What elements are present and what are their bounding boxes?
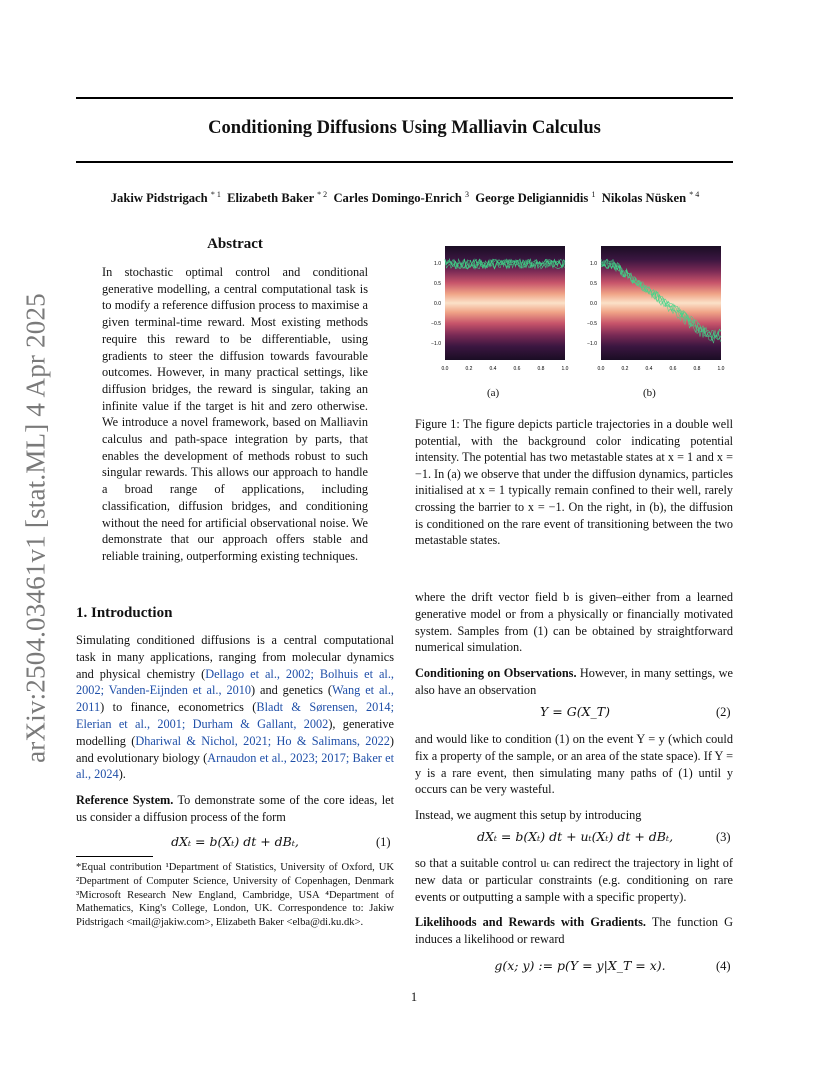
x-tick-label: 0.2 — [465, 366, 473, 372]
x-tick-label: 0.0 — [597, 366, 605, 372]
x-tick-label: 1.0 — [717, 366, 725, 372]
figure-1 — [415, 240, 733, 380]
subfigure-label-a: (a) — [487, 387, 500, 399]
x-tick-label: 0.2 — [621, 366, 629, 372]
equation-number: (1) — [376, 835, 391, 849]
right-column-text-2 — [415, 731, 733, 824]
equation-3: dXₜ = b(Xₜ) dt + uₜ(Xₜ) dt + dBₜ, — [476, 829, 674, 844]
subfigure-label-b: (b) — [643, 387, 656, 399]
x-tick-label: 0.8 — [537, 366, 545, 372]
right-column-text-3 — [415, 855, 733, 948]
x-tick-label: 0.4 — [645, 366, 653, 372]
title-rule — [76, 161, 733, 163]
y-tick-label: −1.0 — [431, 341, 441, 347]
author-list — [60, 190, 750, 206]
equation-number: (4) — [716, 959, 731, 973]
abstract-text: In stochastic optimal control and conditional generative modelling, a central computational task is to modify a reference diffusion process to maximise a given terminal-time reward. Most existing methods require this reward to be differentiable, using gradients to steer the diffusion towards favourable outcomes. However, in many practical settings, like diffusion bridges, the reward is singular, taking an infinite value if the target is hit and zero otherwise. We introduce a novel framework, based on Malliavin calculus and path-space integration by parts, that enables the development of methods robust to such singular rewards. This allows our approach to handle a broad range of applications, including classification, diffusion bridges, and conditioning without the need for artificial observational noise. We demonstrate that our approach offers stable and reliable training, outperforming existing techniques. — [102, 265, 368, 563]
equation-number: (2) — [716, 705, 731, 719]
abstract-heading: Abstract — [207, 236, 263, 252]
paragraph: so that a suitable control uₜ can redirect the trajectory in light of new data or particular constraints (e.g. conditioning on rare events or outputting a sample with a specific property). — [415, 856, 733, 904]
y-tick-label: −1.0 — [587, 341, 597, 347]
y-tick-label: 0.5 — [434, 281, 441, 287]
reference-system-paragraph: Reference System. To demonstrate some of the core ideas, let us consider a diffusion process of the form — [76, 793, 394, 824]
y-tick-label: 0.5 — [590, 281, 597, 287]
y-tick-label: −0.5 — [587, 321, 597, 327]
author: Carles Domingo-Enrich $^3$ — [333, 190, 469, 206]
x-tick-label: 0.0 — [441, 366, 449, 372]
footnote-rule — [76, 856, 153, 857]
paper-title: Conditioning Diffusions Using Malliavin Calculus — [208, 118, 601, 138]
x-tick-label: 0.4 — [489, 366, 497, 372]
equation-2: Y = G(X_T) — [540, 704, 610, 719]
right-column-text — [415, 589, 733, 699]
y-tick-label: 1.0 — [590, 261, 597, 267]
introduction-section — [76, 605, 394, 826]
citation-link[interactable]: Wang et al., 2011 — [76, 683, 394, 715]
equation-4: g(x; y) := p(Y = y|X_T = x). — [494, 958, 666, 973]
figure-caption: Figure 1: The figure depicts particle trajectories in a double well potential, with the background color indicating potential intensity. The potential has two metastable states at x = 1 and x = −1. In (a) we observe that under the diffusion dynamics, particles initialised at x = 1 typically remain confined to their well, rarely crossing the barrier to x = −1. On the right, in (b), the diffusion is conditioned on the rare event of transitioning between the two metastable states. — [415, 417, 734, 548]
x-tick-label: 1.0 — [561, 366, 569, 372]
author: Jakiw Pidstrigach $^{* 1}$ — [110, 190, 221, 206]
citation-link[interactable]: Dhariwal & Nichol, 2021; Ho & Salimans, 2022 — [135, 733, 390, 748]
author: Elizabeth Baker $^{* 2}$ — [227, 190, 328, 206]
x-tick-label: 0.8 — [693, 366, 701, 372]
y-tick-label: 1.0 — [434, 261, 441, 267]
footnote: *Equal contribution ¹Department of Statistics, University of Oxford, UK ²Department of Computer Science, University of Copenhagen, Denmark ³Microsoft Research New England, Cambridge, USA ⁴Department of Mathematics, King's College, London, UK. Correspondence to: Jakiw Pidstrigach <mail@jakiw.com>, Elizabeth Baker <elba@di.ku.dk>. — [76, 862, 394, 929]
citation-link[interactable]: Bladt & Sørensen, 2014; Elerian et al., 2001; Durham & Gallant, 2002 — [76, 700, 394, 731]
arxiv-identifier: arXiv:2504.03461v1 [stat.ML] 4 Apr 2025 — [20, 293, 51, 763]
likelihood-paragraph: Likelihoods and Rewards with Gradients. The function G induces a likelihood or reward — [415, 915, 733, 947]
paragraph: Instead, we augment this setup by introducing — [415, 808, 642, 823]
equation-1: dXₜ = b(Xₜ) dt + dBₜ, — [171, 834, 299, 849]
x-tick-label: 0.6 — [513, 366, 521, 372]
arxiv-sidebar — [16, 288, 56, 768]
author: Nikolas Nüsken $^{* 4}$ — [601, 190, 700, 206]
author: George Deligiannidis $^1$ — [475, 190, 596, 206]
paragraph: and would like to condition (1) on the event Y = y (which could fix a property of the sample, or an area of the state space). If Y = y is a rare event, then simulating many paths of (1) until y occurs can be very wasteful. — [415, 732, 733, 797]
top-rule — [76, 97, 733, 99]
citation-link[interactable]: Arnaudon et al., 2023; 2017; Baker et al., 2024 — [76, 750, 394, 782]
y-tick-label: 0.0 — [434, 301, 441, 307]
x-tick-label: 0.6 — [669, 366, 677, 372]
citation-link[interactable]: Dellago et al., 2002; Bolhuis et al., 2002; Vanden-Eijnden et al., 2010 — [76, 666, 394, 698]
y-tick-label: −0.5 — [431, 321, 441, 327]
paragraph: where the drift vector field b is given–either from a learned generative model or from a physically or financially motivated system. Samples from (1) can be obtained by straightforward numerical simulation. — [415, 590, 733, 655]
intro-paragraph: Simulating conditioned diffusions is a central computational task in many applications, ranging from molecular dynamics and physical chemistry (Dellago et al., 2002; Bolhuis et al., 2002; Vanden-Eijnden et al., 2010) and genetics (Wang et al., 2011) to finance, econometrics (Bladt & Sørensen, 2014; Elerian et al., 2001; Durham & Gallant, 2002), generative modelling (Dhariwal & Nichol, 2021; Ho & Salimans, 2022) and evolutionary biology (Arnaudon et al., 2023; 2017; Baker et al., 2024). — [76, 633, 394, 782]
conditioning-paragraph: Conditioning on Observations. However, in many settings, we also have an observation — [415, 666, 733, 697]
equation-number: (3) — [716, 830, 731, 844]
y-tick-label: 0.0 — [590, 301, 597, 307]
section-heading: 1. Introduction — [76, 605, 173, 621]
page-number: 1 — [410, 990, 418, 1004]
